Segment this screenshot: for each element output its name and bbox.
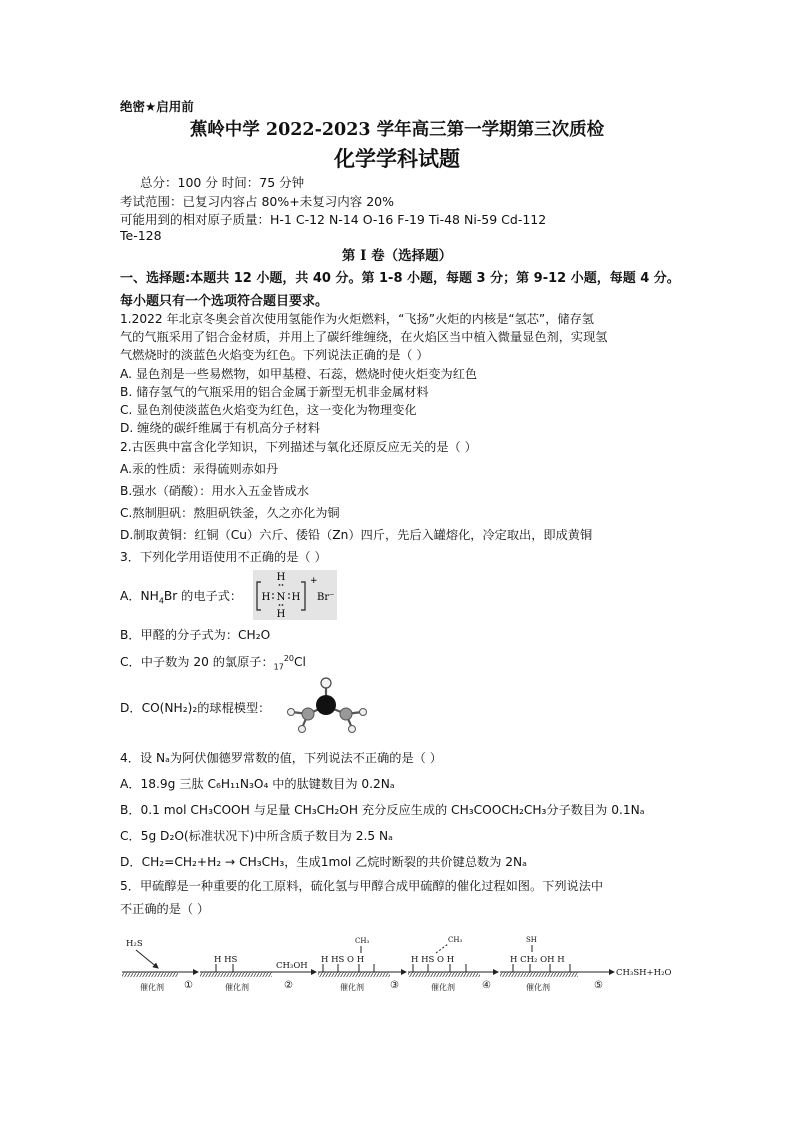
q4-option-b: B．0.1 mol CH₃COOH 与足量 CH₃CH₂OH 充分反应生成的 CH₃COOCH₂CH₃分子数目为 0.1Nₐ [120,803,645,817]
ed-br: Br⁻ [317,592,335,603]
ed-h-left: H [261,592,271,603]
step-3-marker: ③ [390,980,399,991]
q3-a-prefix: A．NH [120,589,159,603]
ed-n: N [276,592,286,603]
q1-stem-cont: 气的气瓶采用了铝合金材质，并用上了碳纤维缠绕，在火焰区当中植入微量显色剂，实现氢 [120,330,608,344]
q1-stem: 1.2022 年北京冬奥会首次使用氢能作为火炬燃料，“飞扬”火炬的内核是“氢芯”，储存氢 [120,312,594,326]
q3-a-suffix: Br 的电子式： [163,589,243,603]
q4-stem: 4．设 Nₐ为阿伏伽德罗常数的值，下列说法不正确的是（ ） [120,751,442,765]
atomic-masses-cont: Te-128 [120,228,162,243]
q5-stem-cont: 不正确的是（ ） [120,902,210,916]
q3-c-prefix: C．中子数为 20 的氯原子： [120,655,274,670]
hydrogen-atom [360,709,367,716]
catalyst-surfaces [122,972,578,977]
step4-ch3: CH₃ [448,936,463,944]
q3-c-element: Cl [294,655,306,670]
step-5-marker: ⑤ [594,980,603,991]
ed-h-bottom: H [276,609,286,620]
step2-atoms: H HS [214,955,238,965]
catalyst-label: 催化剂 [225,983,249,992]
q3-stem: 3．下列化学用语使用不正确的是（ ） [120,550,327,564]
oxygen-atom [321,678,331,688]
catalyst-label: 催化剂 [340,983,364,992]
score-time: 总分：100 分 时间：75 分钟 [140,175,305,190]
step3-atoms: H HS O H [321,955,365,965]
q4-option-c: C．5g D₂O(标准状况下)中所含质子数目为 2.5 Nₐ [120,829,393,843]
q2-option-a: A.汞的性质：汞得硫则赤如丹 [120,462,279,476]
school-title: 蕉岭中学 2022-2023 学年高三第一学期第三次质检 [189,120,605,140]
step5-atoms: H CH₂ OH H [510,955,565,965]
hydrogen-atom [288,709,295,716]
nh4br-electron-formula [253,570,337,620]
nitrogen-atom-left [302,708,314,720]
catalyst-label: 催化剂 [526,983,550,992]
hydrogen-atom [349,726,356,733]
q5-stem: 5．甲硫醇是一种重要的化工原料，硫化氢与甲醇合成甲硫醇的催化过程如图。下列说法中 [120,879,604,893]
ed-plus: + [310,576,318,586]
product-label: CH₃SH+H₂O [616,968,672,978]
step5-sh: SH [526,936,537,944]
q3-c-atomic-number: 17 [273,662,284,672]
step3-ch3: CH₃ [355,937,370,945]
q1-stem-cont2: 气燃烧时的淡蓝色火焰变为红色。下列说法正确的是（ ） [120,348,429,362]
h2s-label: H₂S [126,939,143,949]
nitrogen-atom-right [340,708,352,720]
q2-option-b: B.强水（硝酸）：用水入五金皆成水 [120,484,309,498]
section-instructions: 一、选择题:本题共 12 小题，共 40 分。第 1-8 小题，每题 3 分；第 9-12 小题，每题 4 分。 [120,271,680,286]
q3-option-b: B．甲醛的分子式为：CH₂O [120,628,271,642]
q4-option-a: A．18.9g 三肽 C₆H₁₁N₃O₄ 中的肽键数目为 0.2Nₐ [120,777,395,791]
subject-title: 化学学科试题 [334,146,460,171]
catalyst-label: 催化剂 [140,983,164,992]
urea-ball-stick-model [280,672,372,734]
carbon-atom [316,695,336,715]
step4-atoms: H HS O H [411,955,455,965]
step-2-marker: ② [284,980,293,991]
q2-option-d: D.制取黄铜：红铜（Cu）六斤、倭铅（Zn）四斤，先后入罐熔化，冷定取出，即成黄铜 [120,528,593,542]
ed-h-top: H [276,572,286,583]
q1-option-d: D. 缠绕的碳纤维属于有机高分子材料 [120,421,320,435]
catalysis-process-diagram [118,928,708,996]
catalyst-label: 催化剂 [431,983,455,992]
q1-option-a: A. 显色剂是一些易燃物，如甲基橙、石蕊，燃烧时使火炬变为红色 [120,367,478,381]
section-instructions-cont: 每小题只有一个选项符合题目要求。 [120,294,329,309]
ch3oh-label: CH₃OH [276,961,308,971]
section-title: 第 I 卷（选择题） [341,248,453,264]
q3-c-mass-number: 20 [283,654,295,663]
q2-option-c: C.熬制胆矾：熬胆矾铁釜，久之亦化为铜 [120,506,340,520]
q1-option-b: B. 储存氢气的气瓶采用的铝合金属于新型无机非金属材料 [120,385,429,399]
q1-option-c: C. 显色剂使淡蓝色火焰变为红色，这一变化为物理变化 [120,403,417,417]
q3-option-c [120,650,306,676]
exam-scope: 考试范围：已复习内容占 80%+未复习内容 20% [120,194,394,209]
q4-option-d: D．CH₂=CH₂+H₂ → CH₃CH₃，生成1mol 乙烷时断裂的共价键总数为 2Nₐ [120,855,527,869]
ed-h-right: H [291,592,301,603]
step-4-marker: ④ [482,980,491,991]
step-1-marker: ① [184,980,193,991]
atomic-masses: 可能用到的相对原子质量：H-1 C-12 N-14 O-16 F-19 Ti-48 Ni-59 Cd-112 [120,212,547,227]
q3-option-a [120,588,242,609]
hydrogen-atom [299,726,306,733]
top-secret-label: 绝密★启用前 [120,99,194,114]
q3-option-d: D．CO(NH₂)₂的球棍模型： [120,701,271,715]
q3-a-subscript: 4 [158,596,164,606]
q2-stem: 2.古医典中富含化学知识，下列描述与氧化还原反应无关的是（ ） [120,440,477,454]
